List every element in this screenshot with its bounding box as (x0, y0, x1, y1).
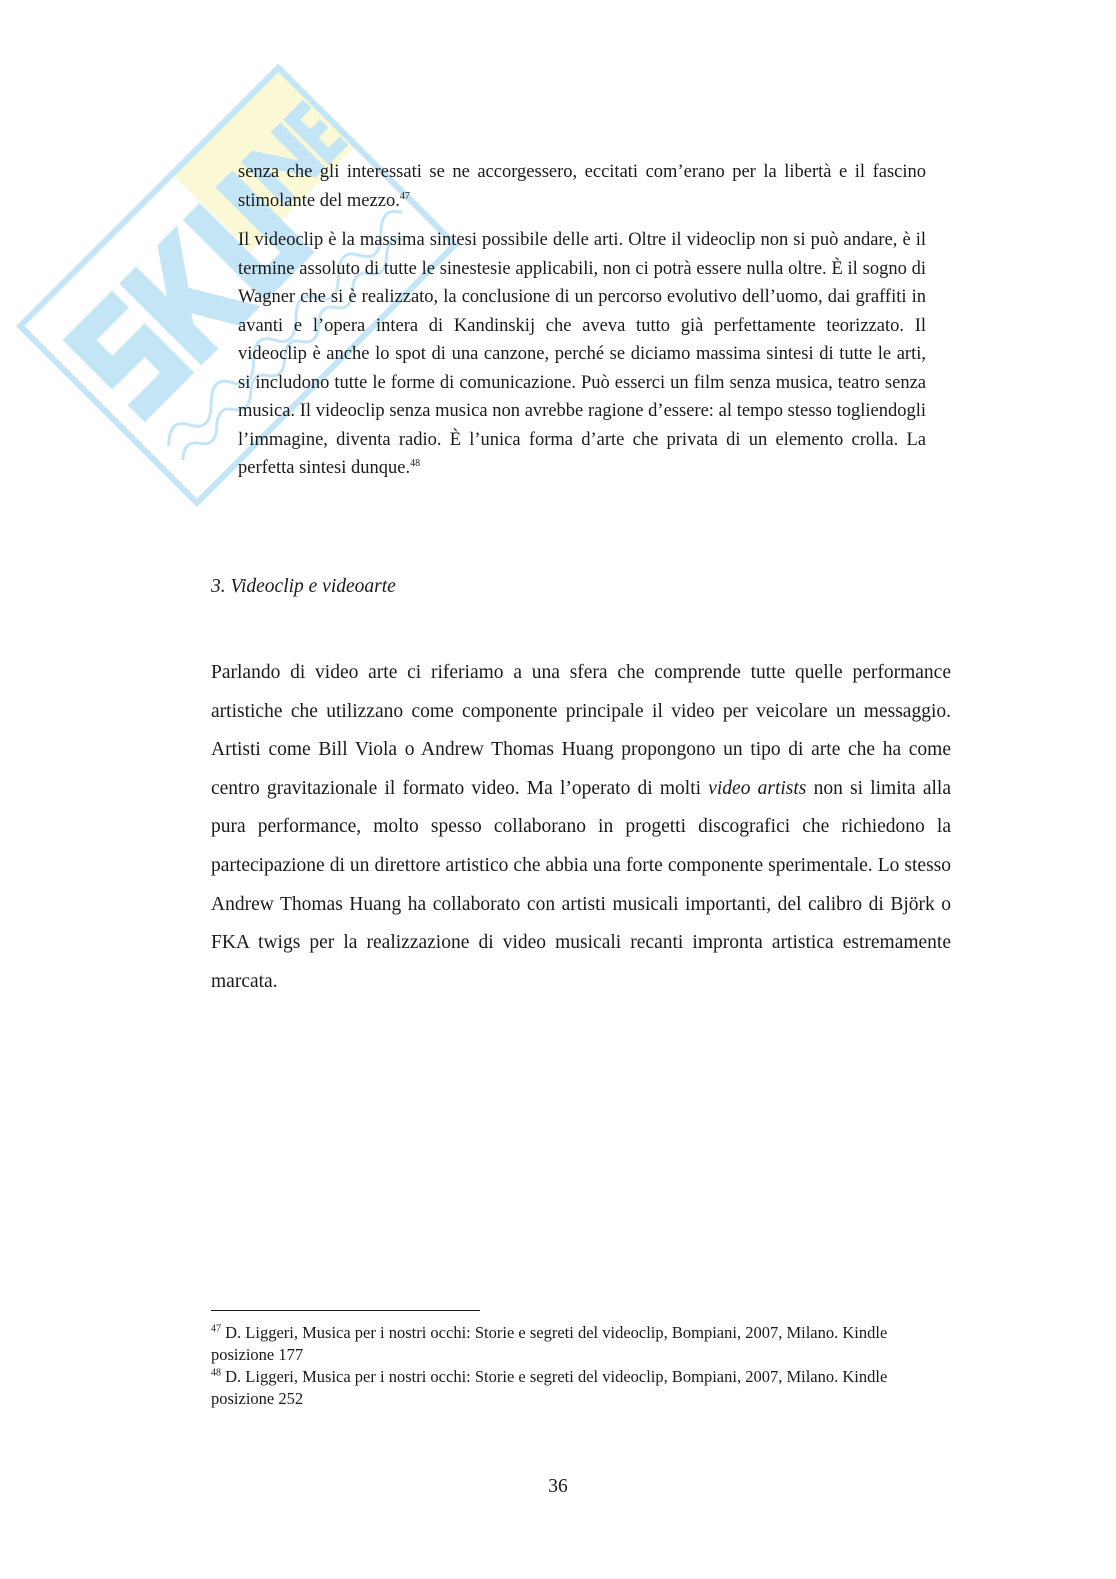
body-text: Parlando di video arte ci riferiamo a una sfera che comprende tutte quelle performance artistiche che utilizzano come componente principale il video per veicolare un messaggio. Artisti come Bill Viola o Andrew Thomas Huang propongono un tipo di arte che ha come centro gravitazionale il formato video. Ma l’operato di molti (211, 662, 951, 799)
footnote-text: D. Liggeri, Musica per i nostri occhi: Storie e segreti del videoclip, Bompiani, 2007, Milano. Kindle posizione 252 (211, 1367, 888, 1408)
body-paragraph (211, 654, 951, 1001)
quote-text: Il videoclip è la massima sintesi possibile delle arti. Oltre il videoclip non si può andare, è il termine assoluto di tutte le sinestesie applicabili, non ci potrà essere nulla oltre. È il sogno di Wagner che si è realizzato, la conclusione di un percorso evolutivo dell’uomo, dai graffiti in avanti e l’opera intera di Kandinskij che aveva tutto già perfettamente teorizzato. Il videoclip è anche lo spot di una canzone, perché se diciamo massima sintesi di tutte le arti, si includono tutte le forme di comunicazione. Può esserci un film senza musica, teatro senza musica. Il videoclip senza musica non avrebbe ragione d’essere: al tempo stesso togliendogli l’immagine, diventa radio. È l’unica forma d’arte che privata di un elemento crolla. La perfetta sintesi dunque. (238, 230, 926, 478)
footnote (211, 1322, 931, 1366)
block-quote-paragraph (238, 158, 926, 215)
page-number: 36 (548, 1476, 568, 1497)
footnote-text: D. Liggeri, Musica per i nostri occhi: Storie e segreti del videoclip, Bompiani, 2007, Milano. Kindle posizione 177 (211, 1323, 888, 1364)
block-quote-paragraph (238, 226, 926, 483)
body-text: non si limita alla pura performance, molto spesso collaborano in progetti discografici che richiedono la partecipazione di un direttore artistico che abbia una forte componente sperimentale. Lo stesso Andrew Thomas Huang ha collaborato con artisti musicali importanti, del calibro di Björk o FKA twigs per la realizzazione di video musicali recanti impronta artistica estremamente marcata. (211, 777, 952, 992)
footnote (211, 1366, 931, 1410)
quote-text: senza che gli interessati se ne accorgessero, eccitati com’erano per la libertà e il fascino stimolante del mezzo. (238, 162, 926, 211)
footnote-ref-48[interactable]: 48 (410, 457, 421, 469)
body-italic-term: video artists (708, 777, 807, 799)
footnote-separator (211, 1310, 480, 1311)
footnote-number: 48 (211, 1367, 221, 1379)
section-heading: 3. Videoclip e videoarte (211, 576, 396, 597)
footnote-number: 47 (211, 1323, 221, 1335)
footnote-ref-47[interactable]: 47 (399, 190, 410, 202)
